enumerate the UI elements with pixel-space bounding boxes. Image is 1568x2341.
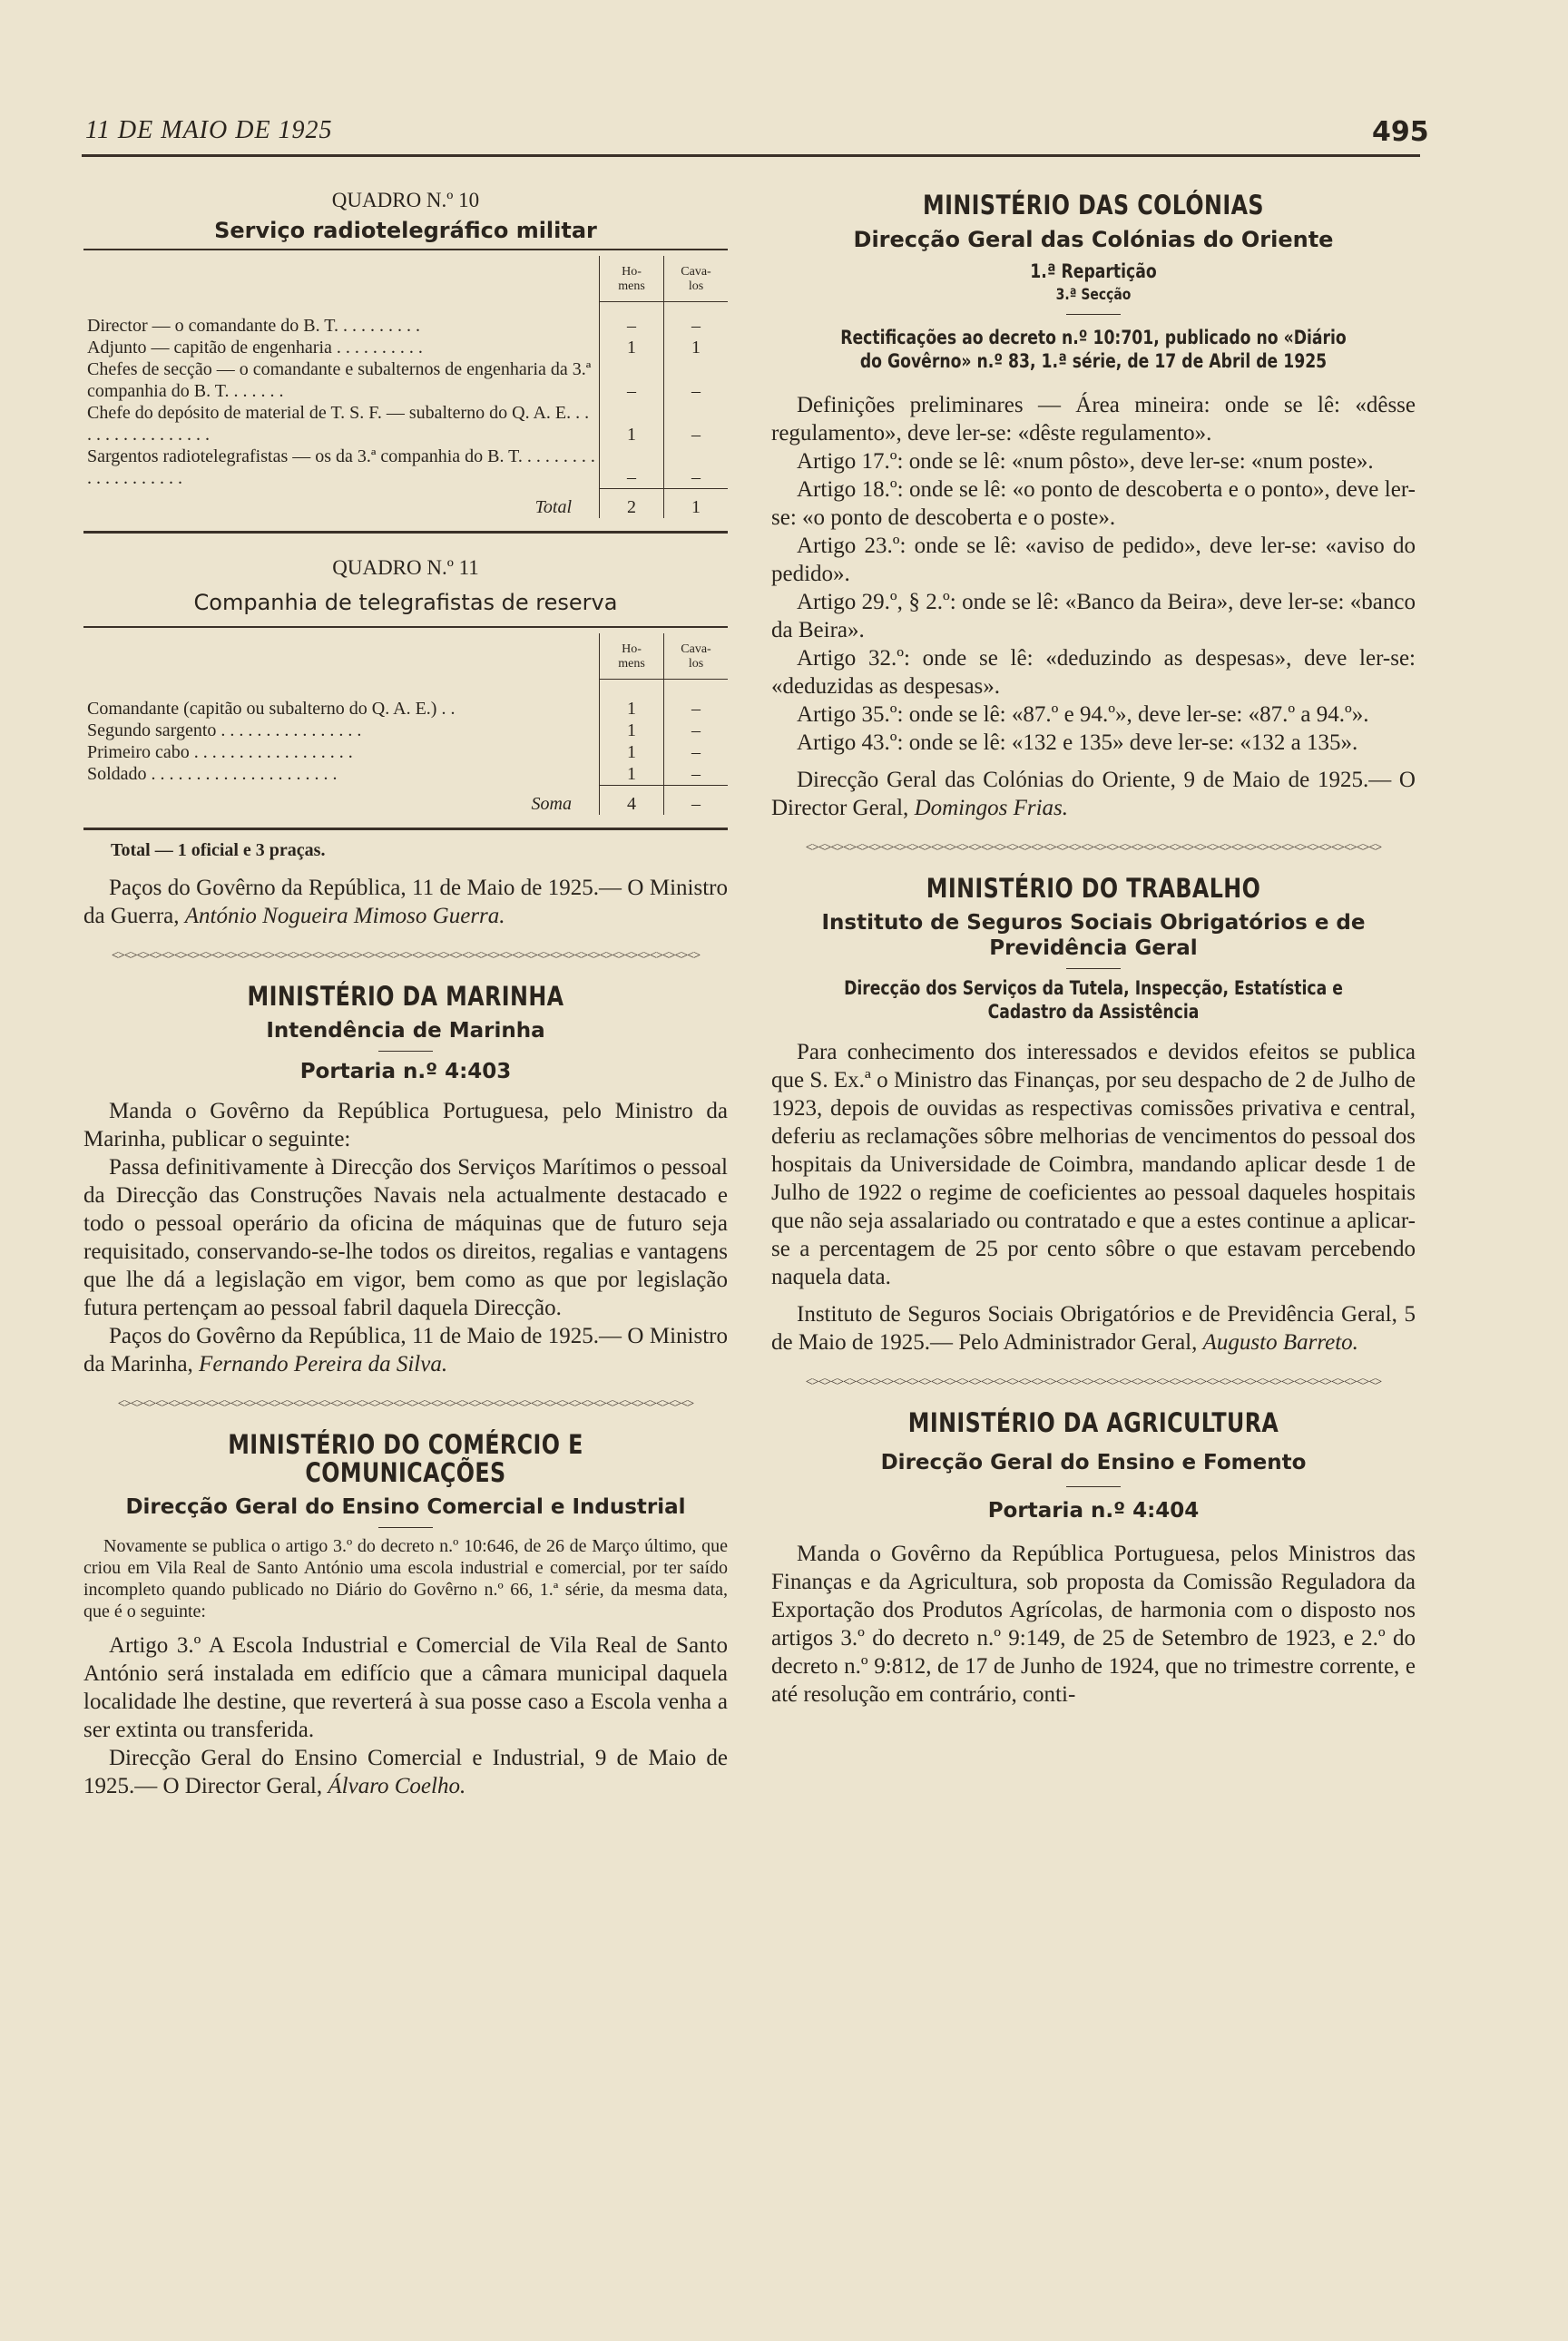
guerra-signature: [83, 874, 728, 930]
short-rule: [1066, 1486, 1121, 1487]
short-rule: [1066, 968, 1121, 969]
marinha-p2: Passa definitivamente à Direcção dos Serviços Marítimos o pessoal da Direcção das Construções Navais nela actualmente destacado e todo o pessoal operário da oficina de máquinas que de futuro seja requisitado, conservando-se-lhe todos os direitos, regalias e vantagens que lhe dá a legislação em vigor, bem como as que por legislação futura pertençam ao pessoal fabril daquela Direcção.: [83, 1154, 728, 1320]
signature-name: António Nogueira Mimoso Guerra.: [184, 903, 505, 928]
quadro11-table: [83, 633, 728, 815]
ornament-divider: <><><><><><><><><><><><><><><><><><><><><><><><><><><><><><><><><><><><><><><><><><><><><><>: [117, 1397, 694, 1411]
quadro11-number: QUADRO N.º 11: [332, 556, 479, 579]
table-row: [83, 680, 728, 720]
signature-text: Direcção Geral das Colónias do Oriente, 9 de Maio de 1925.— O Director Geral,: [771, 768, 1416, 820]
row-label: Chefe do depósito de material de T. S. F. — subalterno do Q. A. E. . . . . . . . . . . . . . . . .: [87, 402, 590, 445]
agricultura-p1: Manda o Govêrno da República Portuguesa, pelos Ministros das Finanças e da Agricultura, sob proposta da Comissão Reguladora da Exportação dos Produtos Agrícolas, de harmonia com o disposto nos artigos 3.º do decreto n.º 9:149, de 25 de Setembro de 1923, e 2.º do decreto n.º 9:812, de 17 de Junho de 1924, que no trimestre corrente, e até resolução em contrário, conti-: [771, 1542, 1416, 1707]
trabalho-p1: Para conhecimento dos interessados e devidos efeitos se publica que S. Ex.ª o Ministro das Finanças, por seu despacho de 2 de Julho de 1923, depois de ouvidas as respectivas comissões privativa e central, deferiu as reclamações sôbre melhorias de vencimentos do pessoal dos hospitais da Universidade de Coimbra, mandando aplicar desde 1 de Julho de 1922 o regime de coeficientes ao pessoal daqueles hospitais que não seja assalariado ou contratado e que a estes continue a aplicar-se a percentagem de 25 por cento sôbre o que estavam percebendo naquela data.: [771, 1040, 1416, 1289]
page-number: 495: [1372, 116, 1429, 148]
trabalho-ministry: MINISTÉRIO DO TRABALHO: [926, 873, 1261, 904]
row-homens: 1: [600, 763, 664, 786]
row-homens: 1: [600, 720, 664, 741]
total-homens: 2: [600, 489, 664, 519]
row-cavalos: –: [664, 302, 729, 337]
total-homens: 4: [600, 785, 664, 815]
trabalho-signature: [771, 1300, 1416, 1357]
row-label: Chefes de secção — o comandante e subalternos de engenharia da 3.ª companhia do B. T. . . . . . .: [87, 358, 592, 401]
table-row: [83, 402, 728, 446]
row-homens: –: [600, 358, 664, 402]
left-column: [83, 186, 728, 1800]
signature-text: Instituto de Seguros Sociais Obrigatórios e de Previdência Geral, 5 de Maio de 1925.— Pelo Administrador Geral,: [771, 1302, 1416, 1355]
quadro11-note: Total — 1 oficial e 3 praças.: [111, 839, 326, 860]
row-label: Adjunto — capitão de engenharia . . . . . . . . . .: [87, 337, 423, 358]
marinha-p1: Manda o Govêrno da República Portuguesa, pelo Ministro da Marinha, publicar o seguinte:: [83, 1098, 728, 1151]
table-row: [83, 337, 728, 358]
row-label: Primeiro cabo . . . . . . . . . . . . . . . . . .: [87, 741, 353, 762]
short-rule: [1066, 314, 1121, 315]
row-homens: –: [600, 446, 664, 489]
quadro11-title: Companhia de telegrafistas de reserva: [193, 590, 618, 615]
row-cavalos: –: [664, 446, 729, 489]
quadro11-col-cavalos: Cava- los: [664, 633, 729, 680]
total-label: Total: [534, 497, 572, 517]
trabalho-dept: Instituto de Seguros Sociais Obrigatórios e de Previdência Geral: [821, 911, 1366, 960]
trabalho-subdept: Direcção dos Serviços da Tutela, Inspecção, Estatística e Cadastro da Assistência: [844, 977, 1343, 1023]
signature-text: Paços do Govêrno da República, 11 de Maio de 1925.— O Ministro da Marinha,: [83, 1323, 728, 1376]
comercio-intro: Novamente se publica o artigo 3.º do decreto n.º 10:646, de 26 de Março último, que criou em Vila Real de Santo António uma escola industrial e comercial, por ter saído incompleto quando publicado no Diário do Govêrno n.º 66, 1.ª série, da mesma data, que é o seguinte:: [83, 1535, 728, 1621]
short-rule: [378, 1527, 433, 1528]
row-homens: 1: [600, 680, 664, 720]
signature-name: Álvaro Coelho.: [328, 1773, 466, 1798]
table-row: [83, 763, 728, 786]
row-label: Segundo sargento . . . . . . . . . . . . . . . .: [87, 720, 362, 740]
total-row: [83, 489, 728, 519]
agricultura-dept: Direcção Geral do Ensino e Fomento: [880, 1451, 1307, 1474]
marinha-ministry: MINISTÉRIO DA MARINHA: [247, 980, 564, 1012]
signature-name: Augusto Barreto.: [1202, 1330, 1358, 1355]
colonias-rectificacao: Rectificações ao decreto n.º 10:701, publicado no «Diário do Govêrno» n.º 83, 1.ª série, de 17 de Abril de 1925: [840, 327, 1347, 372]
table-row: [83, 302, 728, 337]
row-homens: 1: [600, 741, 664, 763]
quadro11-rule: [83, 626, 728, 628]
signature-name: Fernando Pereira da Silva.: [199, 1351, 448, 1376]
quadro10-col-cavalos: Cava- los: [664, 256, 729, 302]
comercio-ministry: MINISTÉRIO DO COMÉRCIO E COMUNICAÇÕES: [228, 1428, 583, 1488]
page-date: 11 DE MAIO DE 1925: [85, 116, 333, 144]
right-column: [771, 186, 1416, 1709]
ornament-divider: <><><><><><><><><><><><><><><><><><><><><><><><><><><><><><><><><><><><><><><><><><><><><><><>: [111, 949, 701, 963]
colonias-reparticao: 1.ª Repartição: [1030, 260, 1157, 282]
signature-name: Domingos Frias.: [914, 796, 1069, 820]
table-row: [83, 446, 728, 489]
colonias-dept: Direcção Geral das Colónias do Oriente: [853, 227, 1334, 252]
signature-text: Direcção Geral do Ensino Comercial e Industrial, 9 de Maio de 1925.— O Director Geral,: [83, 1745, 728, 1798]
quadro10-end-rule: [83, 531, 728, 534]
quadro10-number: QUADRO N.º 10: [331, 189, 480, 211]
row-cavalos: –: [664, 358, 729, 402]
row-homens: 1: [600, 337, 664, 358]
colonias-item: Artigo 23.º: onde se lê: «aviso de pedido», deve ler-se: «aviso do pedido».: [771, 534, 1416, 586]
comercio-dept: Direcção Geral do Ensino Comercial e Industrial: [125, 1494, 686, 1519]
row-label: Sargentos radiotelegrafistas — os da 3.ª companhia do B. T. . . . . . . . . . . . . . . . . . . .: [87, 446, 595, 488]
ornament-divider: <><><><><><><><><><><><><><><><><><><><><><><><><><><><><><><><><><><><><><><><><><><><><><>: [805, 1376, 1382, 1389]
table-row: [83, 741, 728, 763]
marinha-signature: [83, 1322, 728, 1378]
row-cavalos: –: [664, 402, 729, 446]
colonias-seccao: 3.ª Secção: [1055, 286, 1132, 304]
colonias-item: Definições preliminares — Área mineira: onde se lê: «dêsse regulamento», deve ler-se: «dêste regulamento».: [771, 393, 1416, 446]
comercio-signature: [83, 1744, 728, 1800]
agricultura-portaria: Portaria n.º 4:404: [987, 1499, 1200, 1523]
colonias-signature: [771, 766, 1416, 822]
colonias-item: Artigo 18.º: onde se lê: «o ponto de descoberta e o ponto», deve ler-se: «o ponto de descoberta e o poste».: [771, 477, 1416, 530]
row-label: Director — o comandante do B. T. . . . . . . . . .: [87, 315, 420, 336]
total-cavalos: –: [664, 785, 729, 815]
comercio-artigo: Artigo 3.º A Escola Industrial e Comercial de Vila Real de Santo António será instalada em edifício que a câmara municipal daquela localidade lhe destine, que reverterá à sua posse caso a Escola venha a ser extinta ou transferida.: [83, 1632, 728, 1742]
colonias-item: Artigo 35.º: onde se lê: «87.º e 94.º», deve ler-se: «87.º a 94.º».: [797, 702, 1369, 727]
row-cavalos: –: [664, 720, 729, 741]
colonias-item: Artigo 43.º: onde se lê: «132 e 135» deve ler-se: «132 a 135».: [797, 730, 1358, 755]
row-cavalos: –: [664, 741, 729, 763]
total-row: [83, 785, 728, 815]
row-label: Comandante (capitão ou subalterno do Q. A. E.) . .: [87, 698, 456, 719]
total-label: Soma: [531, 793, 572, 814]
table-row: [83, 720, 728, 741]
header-rule: [82, 154, 1420, 157]
quadro10-col-homens: Ho- mens: [600, 256, 664, 302]
quadro10-table: [83, 256, 728, 518]
colonias-item: Artigo 32.º: onde se lê: «deduzindo as despesas», deve ler-se: «deduzidas as despesas».: [771, 646, 1416, 699]
row-label: Soldado . . . . . . . . . . . . . . . . . . . . .: [87, 764, 338, 784]
agricultura-ministry: MINISTÉRIO DA AGRICULTURA: [907, 1407, 1279, 1438]
quadro11-col-homens: Ho- mens: [600, 633, 664, 680]
colonias-ministry: MINISTÉRIO DAS COLÓNIAS: [923, 190, 1264, 220]
row-cavalos: 1: [664, 337, 729, 358]
marinha-dept: Intendência de Marinha: [266, 1018, 545, 1043]
row-cavalos: –: [664, 680, 729, 720]
quadro10-title: Serviço radiotelegráfico militar: [214, 218, 597, 243]
row-homens: –: [600, 302, 664, 337]
colonias-item: Artigo 17.º: onde se lê: «num pôsto», deve ler-se: «num poste».: [797, 449, 1374, 474]
row-homens: 1: [600, 402, 664, 446]
row-cavalos: –: [664, 763, 729, 786]
ornament-divider: <><><><><><><><><><><><><><><><><><><><><><><><><><><><><><><><><><><><><><><><><><><><><><>: [805, 842, 1382, 855]
colonias-item: Artigo 29.º, § 2.º: onde se lê: «Banco da Beira», deve ler-se: «banco da Beira».: [771, 590, 1416, 642]
table-row: [83, 358, 728, 402]
quadro10-rule: [83, 249, 728, 250]
short-rule: [378, 1051, 433, 1052]
total-cavalos: 1: [664, 489, 729, 519]
signature-text: Paços do Govêrno da República, 11 de Maio de 1925.— O Ministro da Guerra,: [83, 875, 728, 928]
quadro11-end-rule: [83, 828, 728, 830]
marinha-portaria: Portaria n.º 4:403: [299, 1059, 512, 1083]
